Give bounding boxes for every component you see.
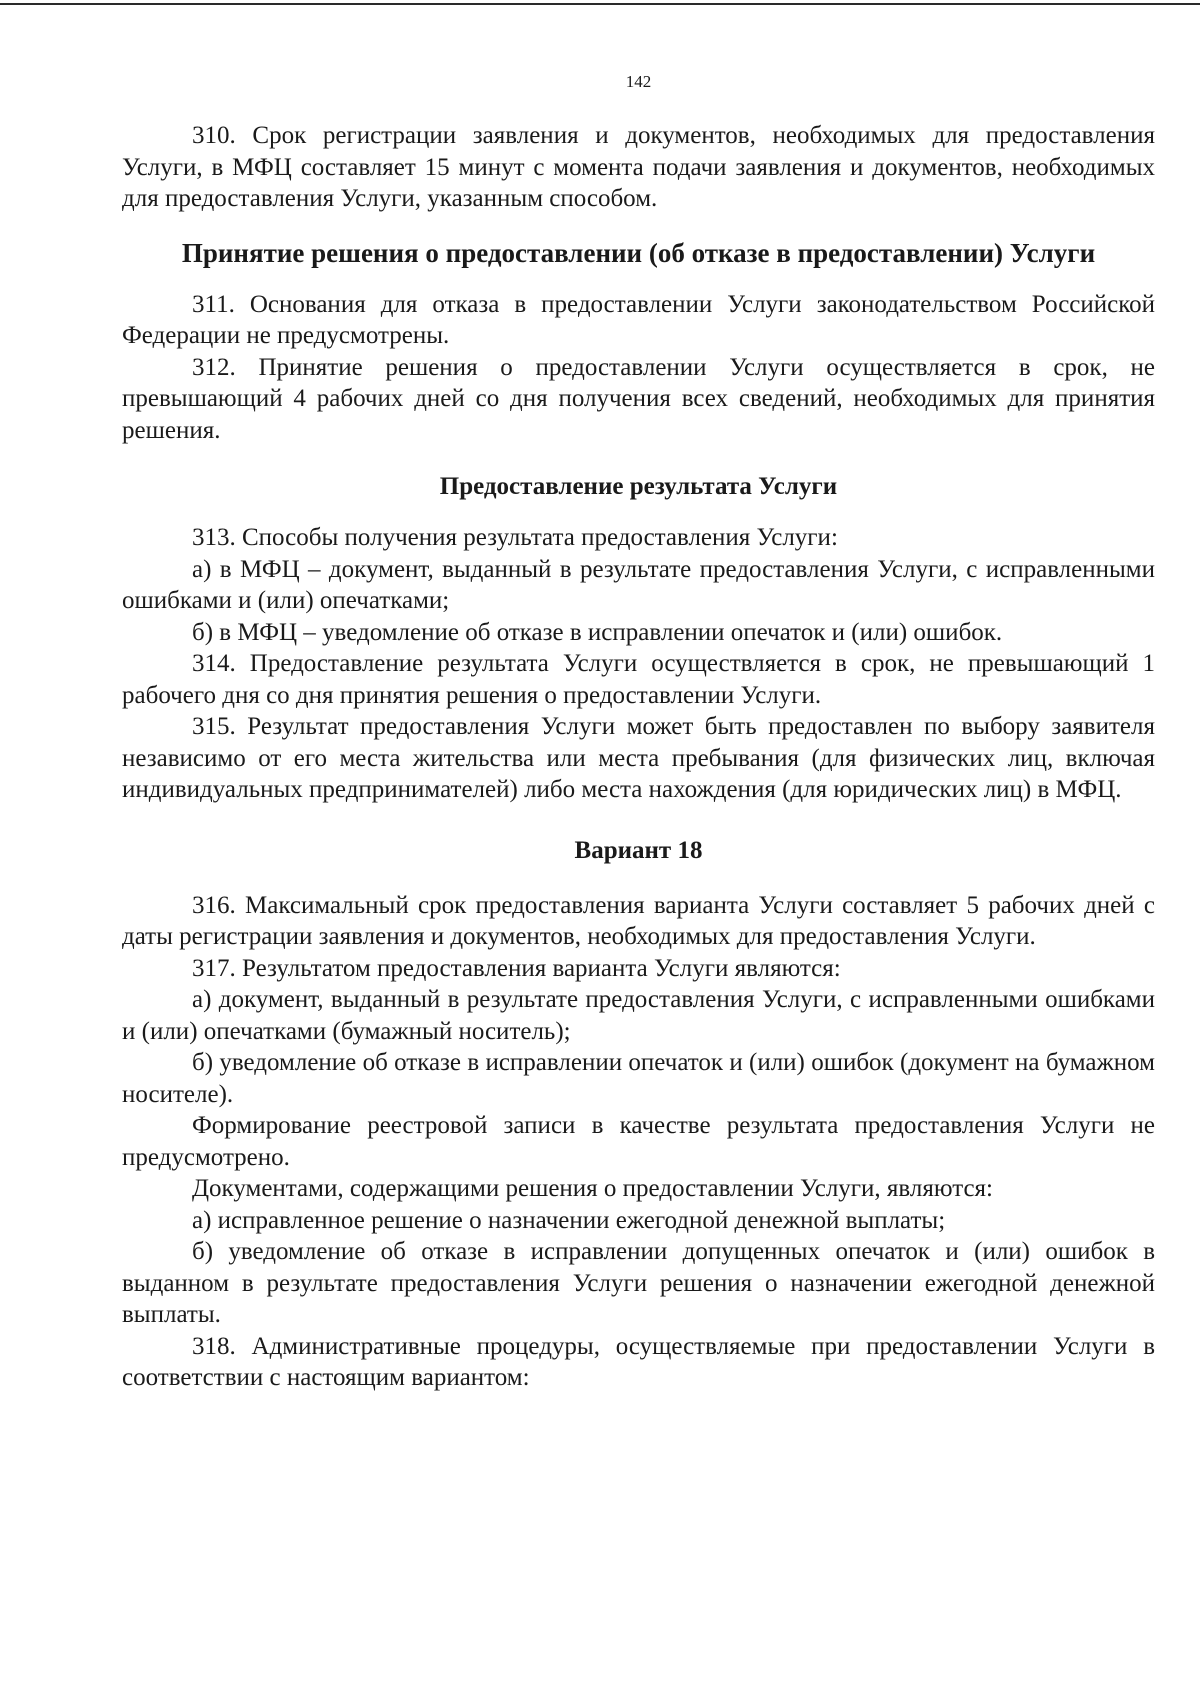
paragraph-317-a: а) документ, выданный в результате предоставления Услуги, с исправленными ошибками и (или) опечатками (бумажный носитель); <box>122 986 1155 1045</box>
paragraph-317-b: б) уведомление об отказе в исправлении опечаток и (или) ошибок (документ на бумажном носителе). <box>122 1049 1155 1108</box>
paragraph-311: 311. Основания для отказа в предоставлении Услуги законодательством Российской Федерации не предусмотрены. <box>122 290 1155 349</box>
paragraph-312: 312. Принятие решения о предоставлении Услуги осуществляется в срок, не превышающий 4 рабочих дней со дня получения всех сведений, необходимых для принятия решения. <box>122 353 1155 444</box>
page-number: 142 <box>625 72 652 91</box>
section-variant-18 <box>122 890 1155 1394</box>
paragraph-315: 315. Результат предоставления Услуги может быть предоставлен по выбору заявителя независимо от его места жительства или места пребывания (для физических лиц, включая индивидуальных предпринимателей) либо места нахождения (для юридических лиц) в МФЦ. <box>122 713 1155 803</box>
paragraph-317: 317. Результатом предоставления варианта Услуги являются: <box>192 954 841 982</box>
top-border-line <box>0 3 1200 5</box>
heading-decision: Принятие решения о предоставлении (об отказе в предоставлении) Услуги <box>181 237 1096 268</box>
section-registration <box>122 120 1155 215</box>
paragraph-318: 318. Административные процедуры, осуществляемые при предоставлении Услуги в соответствии с настоящим вариантом: <box>122 1332 1155 1391</box>
paragraph-313: 313. Способы получения результата предоставления Услуги: <box>192 524 838 551</box>
paragraph-313-b: б) в МФЦ – уведомление об отказе в исправлении опечаток и (или) ошибок. <box>192 618 1003 646</box>
document-page <box>122 72 1155 1394</box>
heading-result: Предоставление результата Услуги <box>439 473 838 500</box>
paragraph-316: 316. Максимальный срок предоставления варианта Услуги составляет 5 рабочих дней с даты регистрации заявления и документов, необходимых для предоставления Услуги. <box>122 891 1155 950</box>
paragraph-313-a: а) в МФЦ – документ, выданный в результате предоставления Услуги, с исправленными ошибками и (или) опечатками; <box>122 555 1155 614</box>
paragraph-decision-documents-a: а) исправленное решение о назначении ежегодной денежной выплаты; <box>192 1206 946 1234</box>
paragraph-314: 314. Предоставление результата Услуги осуществляется в срок, не превышающий 1 рабочего дня со дня принятия решения о предоставлении Услуги. <box>122 650 1155 709</box>
paragraph-310: 310. Срок регистрации заявления и документов, необходимых для предоставления Услуги, в МФЦ составляет 15 минут с момента подачи заявления и документов, необходимых для предоставления Услуги, указанным способом. <box>122 122 1155 212</box>
section-decision <box>122 289 1155 447</box>
paragraph-registry-record: Формирование реестровой записи в качестве результата предоставления Услуги не предусмотрено. <box>122 1112 1155 1171</box>
heading-variant-18: Вариант 18 <box>574 836 703 864</box>
section-result <box>122 522 1155 806</box>
paragraph-decision-documents-b: б) уведомление об отказе в исправлении допущенных опечаток и (или) ошибок в выданном в результате предоставления Услуги решения о назначении ежегодной денежной выплаты. <box>122 1238 1155 1328</box>
paragraph-decision-documents: Документами, содержащими решения о предоставлении Услуги, являются: <box>192 1175 993 1202</box>
